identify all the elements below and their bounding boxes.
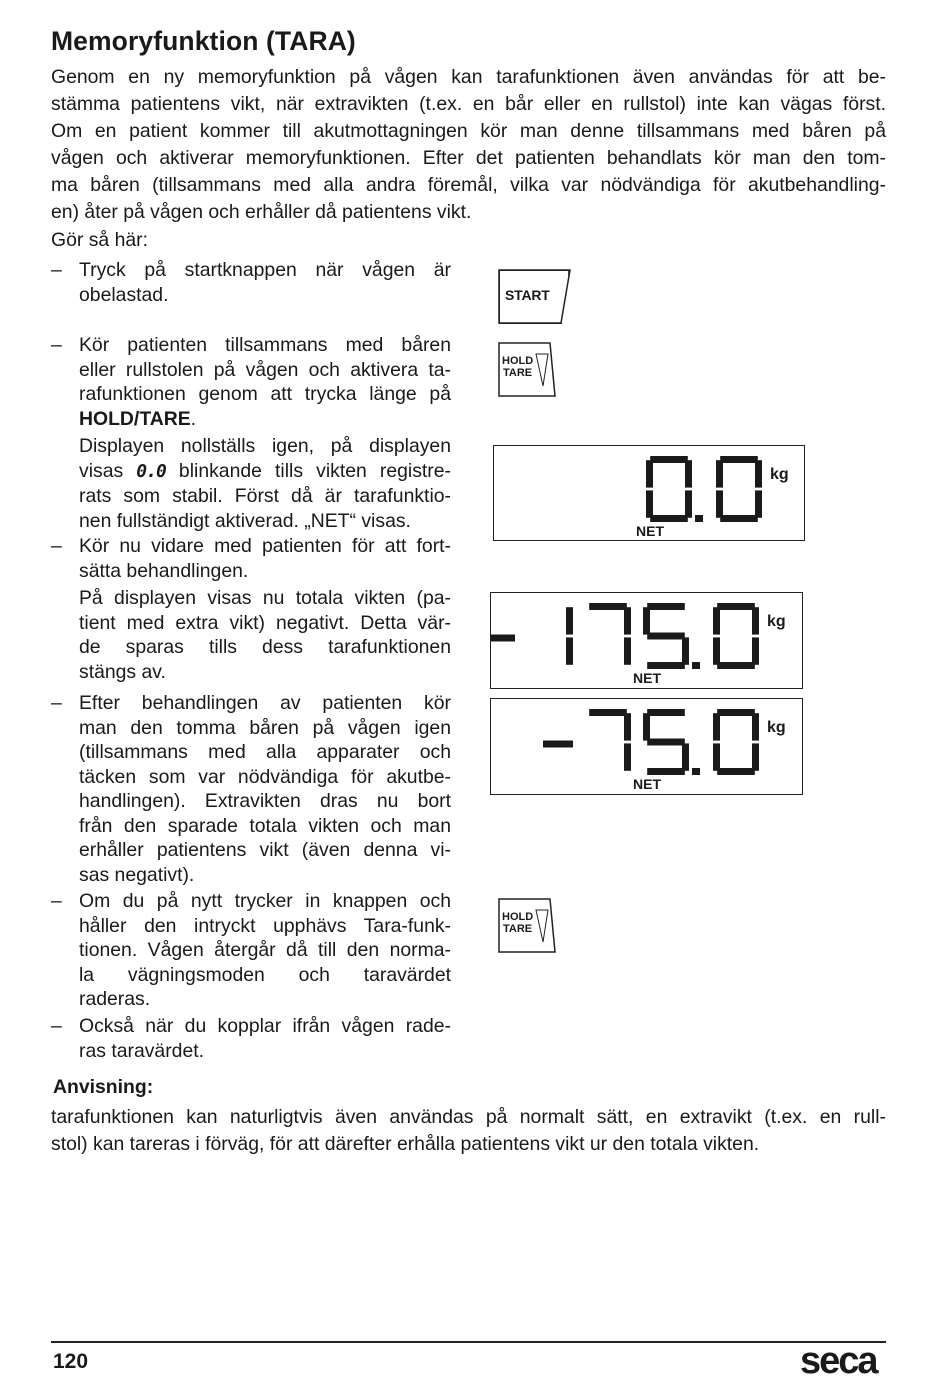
page-number: 120	[53, 1350, 89, 1373]
step-line: Efter behandlingen av patienten kör	[79, 692, 451, 714]
step-punct: .	[190, 407, 197, 430]
lcd-segment	[717, 662, 755, 669]
lcd-segment	[755, 490, 762, 517]
lcd-segment	[682, 743, 689, 770]
intro-line: Genom en ny memoryfunktion på vågen kan tarafunktionen även användas för att be-	[51, 66, 886, 88]
lcd-digit	[713, 709, 759, 775]
lcd-segment	[713, 607, 720, 634]
note-paragraph	[51, 1104, 886, 1158]
lcd-segment	[752, 607, 759, 634]
step-line: (tillsammans med alla apparater och	[79, 741, 451, 763]
lcd-segment	[720, 456, 758, 463]
step-dash: –	[51, 1015, 62, 1037]
lcd-segment	[646, 490, 653, 517]
scale-display-zero	[493, 445, 805, 541]
step-dash: –	[51, 334, 62, 356]
lcd-segment	[717, 709, 755, 716]
step-line: Kör nu vidare med patienten för att fort-	[79, 535, 451, 557]
intro-paragraph	[51, 64, 886, 227]
lcd-segment	[643, 713, 650, 740]
step-line: rafunktionen genom att trycka länge på	[79, 383, 451, 405]
display-net-indicator: NET	[636, 523, 664, 539]
display-net-indicator: NET	[633, 776, 661, 792]
tare-label: TARE	[503, 367, 533, 379]
lcd-segment	[566, 637, 573, 664]
lcd-minus-sign	[491, 635, 515, 642]
lcd-segment	[716, 490, 723, 517]
lcd-segment	[643, 607, 650, 634]
step-line: sas negativt).	[79, 863, 195, 886]
start-button-label: START	[505, 287, 550, 303]
lcd-digit	[716, 456, 762, 522]
footer-rule	[51, 1341, 886, 1343]
step-line: la vägningsmoden och taravärdet	[79, 963, 451, 986]
hold-label: HOLD	[502, 911, 534, 923]
step-line: På displayen visas nu totala vikten (pa-	[79, 587, 451, 609]
step-dash: –	[51, 890, 62, 912]
step-line: raderas.	[79, 988, 151, 1010]
hold-tare-button-illustration	[498, 898, 554, 950]
lcd-segment	[589, 603, 627, 610]
lcd-segment	[685, 460, 692, 487]
step-line: rats som stabil. Först då är tarafunktio-	[79, 485, 451, 507]
lcd-segment	[647, 709, 685, 716]
step-line: nen fullständigt aktiverad. „NET“ visas.	[79, 509, 411, 532]
step-dash: –	[51, 259, 62, 281]
lcd-segment	[752, 637, 759, 664]
step-line	[79, 407, 451, 432]
lcd-segment	[752, 743, 759, 770]
tare-label: TARE	[503, 923, 533, 935]
step-line: från den sparade totala vikten och man	[79, 814, 451, 837]
lcd-segment	[624, 607, 631, 634]
lcd-decimal-point	[692, 662, 700, 669]
step-dash: –	[51, 692, 62, 714]
step-line: ras taravärdet.	[79, 1039, 205, 1062]
step-line: de sparas tills dess tarafunktionen	[79, 636, 451, 658]
lcd-digit	[646, 456, 692, 522]
lcd-segment	[650, 515, 688, 522]
lcd-segment	[647, 739, 685, 746]
lcd-digit	[713, 603, 759, 669]
page-title: Memoryfunktion (TARA)	[51, 26, 356, 56]
lcd-segment	[566, 607, 573, 634]
lcd-segment	[720, 515, 758, 522]
lcd-segment	[624, 637, 631, 664]
note-heading: Anvisning:	[53, 1076, 154, 1098]
intro-line: en) åter på vågen och erhåller då patientens vikt.	[51, 201, 472, 224]
lcd-segment	[647, 768, 685, 775]
inline-display-digits: 0.0	[136, 460, 166, 482]
lcd-segment	[716, 460, 723, 487]
intro-line: Om en patient kommer till akutmottagningen kör man denne tillsammans med båren på	[51, 120, 886, 143]
step-line: Om du på nytt trycker in knappen och	[79, 890, 451, 912]
lcd-segment	[685, 490, 692, 517]
lcd-segment	[717, 768, 755, 775]
step-line: Displayen nollställs igen, på displayen	[79, 435, 451, 457]
lcd-digit	[643, 709, 689, 775]
lcd-digit	[589, 709, 631, 771]
step-line: tionen. Vågen återgår då till den norma-	[79, 939, 451, 961]
hold-tare-button-illustration	[498, 342, 554, 394]
step-line: sätta behandlingen.	[79, 559, 249, 582]
lcd-digit	[566, 607, 573, 665]
note-line: tarafunktionen kan naturligtvis även användas på normalt sätt, en extravikt (t.ex. en rull-	[51, 1106, 886, 1128]
lcd-segment	[646, 460, 653, 487]
step-line: eller rullstolen på vågen och aktivera ta-	[79, 358, 451, 381]
lcd-segment	[647, 603, 685, 610]
lcd-segment	[647, 633, 685, 640]
hold-label: HOLD	[502, 355, 534, 367]
lcd-segment	[717, 603, 755, 610]
step-line: Också när du kopplar ifrån vågen rade-	[79, 1015, 451, 1037]
display-unit: kg	[767, 719, 786, 736]
step-line: obelastad.	[79, 283, 169, 306]
step-line: handlingen). Extravikten dras nu bort	[79, 790, 451, 812]
lcd-segment	[755, 460, 762, 487]
step-line: stängs av.	[79, 660, 166, 683]
lcd-segment	[589, 709, 627, 716]
note-line: stol) kan tareras i förväg, för att därefter erhålla patientens vikt ur den totala vikten.	[51, 1133, 760, 1156]
lcd-decimal-point	[695, 515, 703, 522]
hold-tare-label: HOLD/TARE	[79, 407, 191, 430]
lcd-minus-sign	[543, 741, 573, 748]
display-net-indicator: NET	[633, 670, 661, 686]
lcd-segment	[713, 743, 720, 770]
lcd-segment	[647, 662, 685, 669]
lcd-digit	[589, 603, 631, 665]
step-line: erhåller patientens vikt (även denna vi-	[79, 839, 451, 861]
lcd-segment	[624, 713, 631, 740]
step-line: täcken som var nödvändiga för akutbe-	[79, 765, 451, 788]
lcd-segment	[650, 456, 688, 463]
step-line: man den tomma båren på vågen igen	[79, 716, 451, 739]
lcd-segment	[752, 713, 759, 740]
step-line: Kör patienten tillsammans med båren	[79, 334, 451, 356]
lcd-digit	[643, 603, 689, 669]
intro-line: ma båren (tillsammans med alla andra föremål, vilka var nödvändiga för akutbehandling-	[51, 174, 886, 197]
lcd-segment	[713, 637, 720, 664]
lcd-segment	[713, 713, 720, 740]
step-text: visas	[79, 459, 124, 482]
scale-display-patient	[490, 698, 803, 795]
step-line: tient med extra vikt) negativt. Detta vär-	[79, 611, 451, 634]
step-line	[79, 459, 451, 485]
display-unit: kg	[770, 466, 789, 483]
step-dash: –	[51, 535, 62, 557]
lcd-decimal-point	[692, 768, 700, 775]
scale-display-total	[490, 592, 803, 689]
brand-logo: seca	[800, 1340, 877, 1382]
step-line: Tryck på startknappen när vågen är	[79, 259, 451, 281]
intro-line: stämma patientens vikt, när extravikten (t.ex. en bår eller en rullstol) inte kan vägas först.	[51, 93, 886, 116]
lcd-segment	[624, 743, 631, 770]
display-unit: kg	[767, 613, 786, 630]
step-text: blinkande tills vikten registre-	[178, 459, 452, 482]
step-line: håller den intryckt upphävs Tara-funk-	[79, 914, 451, 937]
intro-line: vågen och aktiverar memoryfunktionen. Efter det patienten behandlats kör man den tom-	[51, 147, 886, 170]
lcd-segment	[682, 637, 689, 664]
instructions-heading: Gör så här:	[51, 229, 148, 251]
